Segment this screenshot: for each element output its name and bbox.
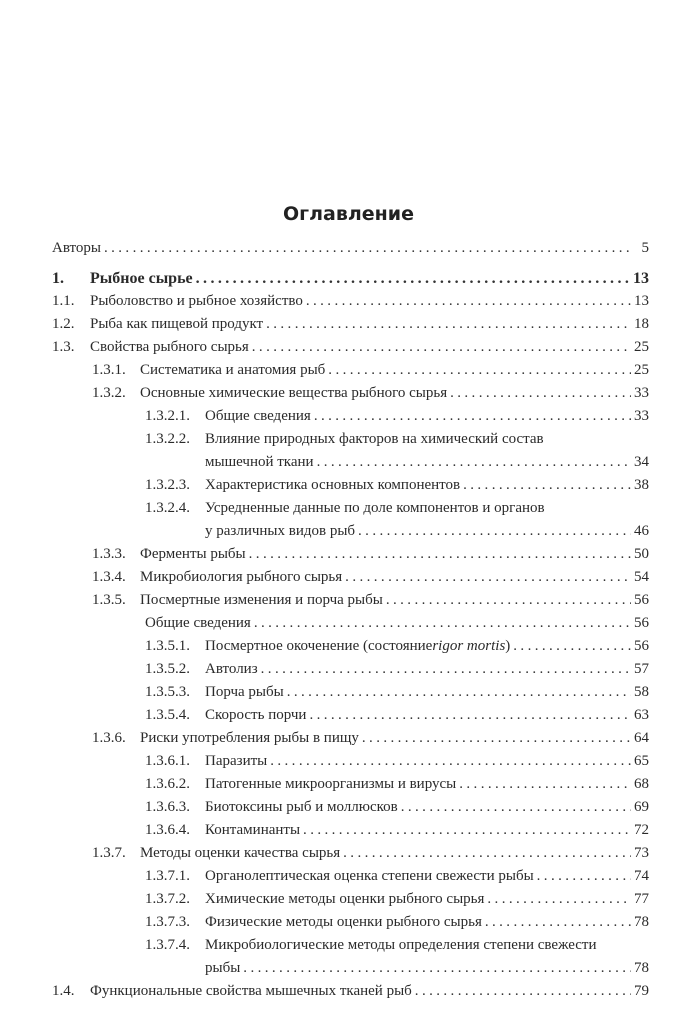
toc-entry-title: Функциональные свойства мышечных тканей рыб: [90, 983, 412, 999]
toc-entry-lines: [90, 267, 649, 290]
toc-entry-title: Свойства рыбного сырья: [90, 339, 249, 355]
toc-entry[interactable]: [52, 727, 649, 750]
toc-entry-lines: [205, 635, 649, 658]
dot-leader: [287, 681, 631, 704]
toc-entry-title: Скорость порчи: [205, 707, 307, 723]
toc-entry-lines: [90, 313, 649, 336]
toc-entry-lines: [90, 980, 649, 1003]
toc-entry-line: [90, 313, 649, 336]
toc-entry-title: Риски употребления рыбы в пищу: [140, 730, 359, 746]
dot-leader: [303, 819, 631, 842]
toc-entry-title: Контаминанты: [205, 822, 301, 838]
toc-entry[interactable]: [52, 589, 649, 612]
toc-entry-lines: [205, 681, 649, 704]
toc-entry-line: [140, 842, 649, 865]
toc-entry-title-end: ): [505, 638, 511, 654]
toc-entry-title: Посмертные изменения и порча рыбы: [140, 592, 383, 608]
dot-leader: [328, 359, 631, 382]
toc-entry-number: 1.3.7.: [92, 845, 126, 861]
toc-entry[interactable]: [52, 336, 649, 359]
toc-entry-line: [90, 267, 649, 290]
toc-entry-lines: [205, 934, 649, 980]
toc-entry-line: [205, 497, 649, 520]
toc-entry-page[interactable]: 72: [634, 822, 649, 838]
toc-entry[interactable]: [52, 635, 649, 658]
dot-leader: [343, 842, 631, 865]
toc-entry-lines: [205, 428, 649, 474]
toc-entry-title: Рыболовство и рыбное хозяйство: [90, 293, 303, 309]
toc-entry-title: Авторы: [52, 240, 101, 256]
toc-entry-line: [205, 405, 649, 428]
toc-entry-title: Биотоксины рыб и моллюсков: [205, 799, 398, 815]
toc-entry-line: [205, 428, 649, 451]
toc-entry-title: Общие сведения: [205, 408, 311, 424]
toc-entry-number: 1.3.2.: [92, 385, 126, 401]
toc-entry-title: рыбы: [205, 960, 241, 976]
toc-entry[interactable]: [52, 658, 649, 681]
toc-entry-line: [205, 520, 649, 543]
toc-entry-page[interactable]: 56: [634, 638, 649, 654]
dot-leader: [386, 589, 631, 612]
toc-entry[interactable]: [52, 865, 649, 888]
toc-entry-page[interactable]: 33: [634, 408, 649, 424]
toc-entry-number: 1.3.2.2.: [145, 431, 190, 447]
toc-entry-lines: [205, 888, 649, 911]
toc-entry-number: 1.3.6.4.: [145, 822, 190, 838]
toc-entry[interactable]: [52, 405, 649, 428]
toc-entry-title: Микробиологические методы определения степени свежести: [205, 937, 597, 953]
toc-entry-number: 1.3.7.3.: [145, 914, 190, 930]
toc-entry-page[interactable]: 54: [634, 569, 649, 585]
toc-entry[interactable]: [52, 267, 649, 290]
toc-entry-line: [52, 237, 649, 260]
dot-leader: [196, 267, 630, 290]
toc-entry-number: 1.3.2.1.: [145, 408, 190, 424]
dot-leader: [485, 911, 631, 934]
dot-leader: [254, 612, 631, 635]
toc-entry[interactable]: [52, 612, 649, 635]
dot-leader: [317, 451, 631, 474]
toc-entry-page[interactable]: 38: [634, 477, 649, 493]
toc-entry-line: [205, 635, 649, 658]
toc-entry[interactable]: [52, 497, 649, 543]
toc-entry-title: Систематика и анатомия рыб: [140, 362, 326, 378]
toc-entry[interactable]: [52, 543, 649, 566]
toc-entry[interactable]: [52, 359, 649, 382]
dot-leader: [252, 336, 631, 359]
page-title: Оглавление: [283, 203, 414, 225]
toc-entry-page[interactable]: 78: [634, 914, 649, 930]
toc-entry-title: Паразиты: [205, 753, 268, 769]
toc-entry-number: 1.3.6.2.: [145, 776, 190, 792]
toc-entry-page[interactable]: 56: [634, 615, 649, 631]
toc-entry[interactable]: [52, 750, 649, 773]
toc-entry-line: [140, 359, 649, 382]
toc-entry[interactable]: [52, 842, 649, 865]
toc-entry-lines: [205, 911, 649, 934]
toc-entry-line: [140, 382, 649, 405]
toc-entry-line: [205, 474, 649, 497]
toc-entry-page[interactable]: 25: [634, 362, 649, 378]
toc-entry-lines: [205, 405, 649, 428]
toc-entry-title: Характеристика основных компонентов: [205, 477, 461, 493]
toc-entry-lines: [140, 727, 649, 750]
toc-entry-title: Методы оценки качества сырья: [140, 845, 341, 861]
toc-entry-line: [205, 704, 649, 727]
dot-leader: [314, 405, 631, 428]
toc-entry-line: [90, 290, 649, 313]
toc-entry-page[interactable]: 57: [634, 661, 649, 677]
toc-entry-title: Автолиз: [205, 661, 258, 677]
toc-entry-lines: [205, 819, 649, 842]
toc-entry-number: 1.3.5.1.: [145, 638, 190, 654]
toc-entry-page[interactable]: 13: [634, 293, 649, 309]
toc-entry-title: Ферменты рыбы: [140, 546, 246, 562]
dot-leader: [261, 658, 631, 681]
dot-leader: [463, 474, 631, 497]
toc-entry-lines: [90, 290, 649, 313]
toc-entry-line: [205, 911, 649, 934]
toc-entry-title: Органолептическая оценка степени свежести рыбы: [205, 868, 534, 884]
toc-entry-page[interactable]: 58: [634, 684, 649, 700]
toc-entry-lines: [205, 497, 649, 543]
toc-entry[interactable]: [52, 888, 649, 911]
toc-entry[interactable]: [52, 934, 649, 980]
toc-entry-lines: [90, 336, 649, 359]
toc-entry-line: [205, 681, 649, 704]
toc-entry-page[interactable]: 77: [634, 891, 649, 907]
toc-entry-number: 1.1.: [52, 293, 75, 309]
toc-entry-page[interactable]: 50: [634, 546, 649, 562]
toc-entry-title: Рыба как пищевой продукт: [90, 316, 264, 332]
toc-entry-title: Рыбное сырье: [90, 270, 193, 287]
toc-entry-lines: [140, 589, 649, 612]
toc-entry-number: 1.3.2.4.: [145, 500, 190, 516]
toc-entry-lines: [52, 237, 649, 260]
toc-entry-number: 1.4.: [52, 983, 75, 999]
toc-entry-number: 1.3.6.1.: [145, 753, 190, 769]
toc-entry-number: 1.3.3.: [92, 546, 126, 562]
toc-entry-title-italic: rigor mortis: [432, 638, 506, 654]
toc-entry[interactable]: [52, 428, 649, 474]
toc-entry-page[interactable]: 64: [634, 730, 649, 746]
toc-entry[interactable]: [52, 819, 649, 842]
toc-entry-line: [205, 865, 649, 888]
toc-entry-line: [140, 543, 649, 566]
toc-entry-title: у различных видов рыб: [205, 523, 356, 539]
toc-entry[interactable]: [52, 796, 649, 819]
dot-leader: [309, 704, 631, 727]
toc-entry[interactable]: [52, 313, 649, 336]
toc-entry-title: Посмертное окоченение (состояние: [205, 638, 433, 654]
toc-entry-line: [205, 658, 649, 681]
toc-entry[interactable]: [52, 773, 649, 796]
toc-entry-line: [205, 796, 649, 819]
toc-entry-number: 1.3.7.4.: [145, 937, 190, 953]
toc-entry-lines: [205, 865, 649, 888]
toc-entry[interactable]: [52, 980, 649, 1003]
toc-entry-lines: [140, 359, 649, 382]
toc-entry-number: 1.3.6.3.: [145, 799, 190, 815]
dot-leader: [345, 566, 631, 589]
toc-entry-page[interactable]: 73: [634, 845, 649, 861]
dot-leader: [249, 543, 631, 566]
toc-entry-lines: [205, 658, 649, 681]
toc-entry-title: Усредненные данные по доле компонентов и органов: [205, 500, 545, 516]
toc-entry-page[interactable]: 69: [634, 799, 649, 815]
toc-entry-page[interactable]: 78: [634, 960, 649, 976]
toc-entry-title: мышечной ткани: [205, 454, 314, 470]
toc-entry-lines: [205, 750, 649, 773]
dot-leader: [415, 980, 631, 1003]
toc-entry-line: [90, 336, 649, 359]
toc-entry-number: 1.2.: [52, 316, 75, 332]
dot-leader: [537, 865, 631, 888]
dot-leader: [270, 750, 631, 773]
dot-leader: [487, 888, 631, 911]
toc-entry-title: Влияние природных факторов на химический состав: [205, 431, 544, 447]
toc-entry[interactable]: [52, 382, 649, 405]
toc-entry-page[interactable]: 5: [641, 240, 649, 256]
toc-entry-number: 1.3.5.4.: [145, 707, 190, 723]
toc-entry-line: [205, 934, 649, 957]
dot-leader: [362, 727, 631, 750]
toc-entry-lines: [145, 612, 649, 635]
toc-entry[interactable]: [52, 474, 649, 497]
toc-entry-line: [205, 451, 649, 474]
toc-entry-page[interactable]: 65: [634, 753, 649, 769]
toc-entry-line: [140, 727, 649, 750]
dot-leader: [306, 290, 631, 313]
toc-entry-line: [140, 566, 649, 589]
toc-entry-page[interactable]: 46: [634, 523, 649, 539]
toc-entry-page[interactable]: 34: [634, 454, 649, 470]
toc-entry-title: Микробиология рыбного сырья: [140, 569, 343, 585]
toc-entry-page[interactable]: 74: [634, 868, 649, 884]
toc-entry-lines: [205, 704, 649, 727]
toc-entry-number: 1.3.1.: [92, 362, 126, 378]
toc-entry-lines: [205, 773, 649, 796]
toc-entry[interactable]: [52, 911, 649, 934]
toc-entry-page[interactable]: 25: [634, 339, 649, 355]
toc-entry-line: [205, 750, 649, 773]
toc-entry-number: 1.3.5.2.: [145, 661, 190, 677]
toc-entry-page[interactable]: 33: [634, 385, 649, 401]
toc-entry-number: 1.3.5.3.: [145, 684, 190, 700]
toc-entry-title: Порча рыбы: [205, 684, 284, 700]
toc-entry-lines: [140, 543, 649, 566]
toc-entry[interactable]: [52, 704, 649, 727]
toc-entry-line: [90, 980, 649, 1003]
toc-entry-lines: [205, 796, 649, 819]
toc-entry-page[interactable]: 63: [634, 707, 649, 723]
toc-entry-page[interactable]: 68: [634, 776, 649, 792]
dot-leader: [450, 382, 631, 405]
toc-entry-line: [140, 589, 649, 612]
dot-leader: [104, 237, 632, 260]
toc-entry-lines: [140, 842, 649, 865]
toc-entry-line: [205, 773, 649, 796]
toc-entry-number: 1.3.: [52, 339, 75, 355]
toc-entry-number: 1.3.7.2.: [145, 891, 190, 907]
toc-entry[interactable]: [52, 237, 649, 260]
toc-entry-title: Основные химические вещества рыбного сырья: [140, 385, 448, 401]
toc-entry-page[interactable]: 18: [634, 316, 649, 332]
toc-entry-lines: [140, 382, 649, 405]
toc-entry-number: 1.3.6.: [92, 730, 126, 746]
dot-leader: [243, 957, 631, 980]
toc-entry-number: 1.3.7.1.: [145, 868, 190, 884]
toc-entry-page[interactable]: 79: [634, 983, 649, 999]
table-of-contents: [52, 237, 649, 1003]
dot-leader: [358, 520, 631, 543]
toc-entry-title: Патогенные микроорганизмы и вирусы: [205, 776, 457, 792]
toc-entry-title: Общие сведения: [145, 615, 251, 631]
toc-entry-number: 1.3.5.: [92, 592, 126, 608]
toc-entry[interactable]: [52, 681, 649, 704]
toc-entry-number: 1.3.4.: [92, 569, 126, 585]
toc-entry-number: 1.3.2.3.: [145, 477, 190, 493]
toc-entry-page[interactable]: 56: [634, 592, 649, 608]
toc-entry-line: [205, 819, 649, 842]
toc-entry[interactable]: [52, 566, 649, 589]
toc-entry-line: [205, 888, 649, 911]
dot-leader: [513, 635, 631, 658]
toc-entry-line: [145, 612, 649, 635]
dot-leader: [266, 313, 631, 336]
dot-leader: [401, 796, 631, 819]
toc-entry-title: Физические методы оценки рыбного сырья: [205, 914, 482, 930]
toc-entry-title: Химические методы оценки рыбного сырья: [205, 891, 485, 907]
toc-entry-line: [205, 957, 649, 980]
dot-leader: [459, 773, 631, 796]
toc-entry-page[interactable]: 13: [633, 270, 649, 287]
toc-entry-lines: [140, 566, 649, 589]
toc-entry-lines: [205, 474, 649, 497]
toc-entry-number: 1.: [52, 270, 64, 287]
toc-entry[interactable]: [52, 290, 649, 313]
